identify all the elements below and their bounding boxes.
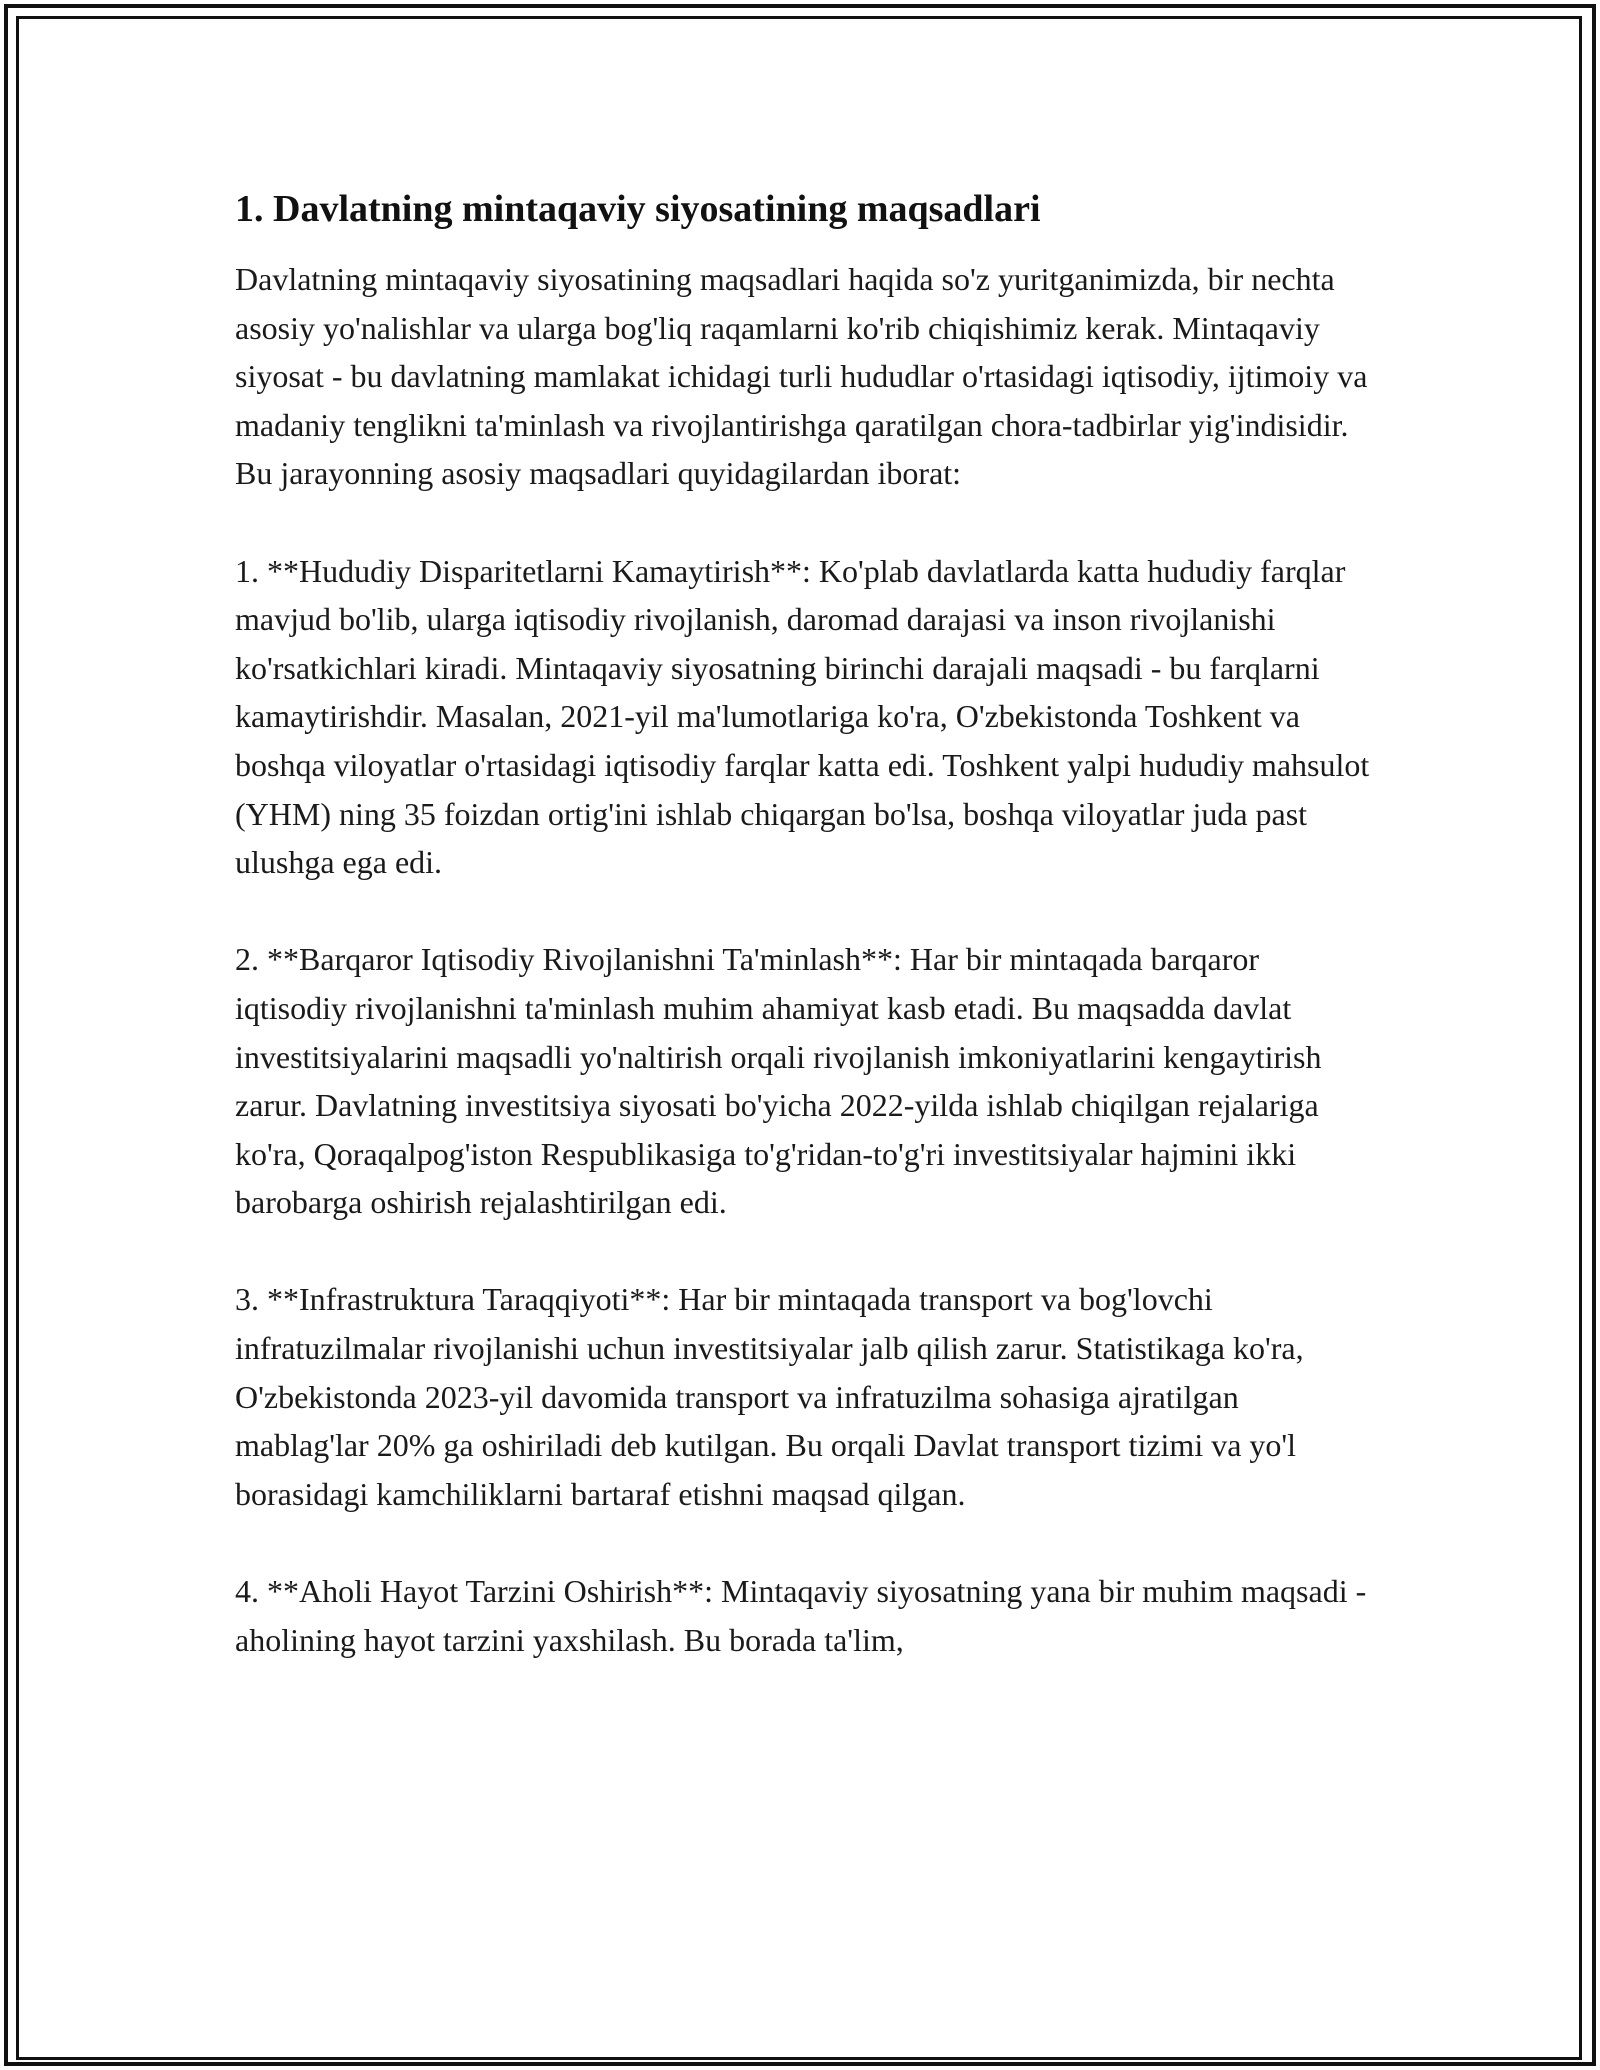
section-heading: 1. Davlatning mintaqaviy siyosatining maqsadlari xyxy=(235,188,1041,230)
paragraph-item-2: 2. **Barqaror Iqtisodiy Rivojlanishni Ta'minlash**: Har bir mintaqada barqaror iqtisodiy rivojlanishni ta'minlash muhim ahamiyat kasb etadi. Bu maqsadda davlat investitsiyalarini maqsadli yo'naltirish orqali rivojlanish imkoniyatlarini kengaytirish zarur. Davlatning investitsiya siyosati bo'yicha 2022-yilda ishlab chiqilgan rejalariga ko'ra, Qoraqalpog'iston Respublikasiga to'g'ridan-to'g'ri investitsiyalar hajmini ikki barobarga oshirish rejalashtirilgan edi. xyxy=(235,941,1322,1221)
paragraph-item-3: 3. **Infrastruktura Taraqqiyoti**: Har bir mintaqada transport va bog'lovchi infratuzilmalar rivojlanishi uchun investitsiyalar jalb qilish zarur. Statistikaga ko'ra, O'zbekistonda 2023-yil davomida transport va infratuzilma sohasiga ajratilgan mablag'lar 20% ga oshiriladi deb kutilgan. Bu orqali Davlat transport tizimi va yo'l borasidagi kamchiliklarni bartaraf etishni maqsad qilgan. xyxy=(235,1281,1304,1512)
paragraph-item-1: 1. **Hududiy Disparitetlarni Kamaytirish**: Ko'plab davlatlarda katta hududiy farqlar mavjud bo'lib, ularga iqtisodiy rivojlanish, daromad darajasi va inson rivojlanishi ko'rsatkichlari kiradi. Mintaqaviy siyosatning birinchi darajali maqsadi - bu farqlarni kamaytirishdir. Masalan, 2021-yil ma'lumotlariga ko'ra, O'zbekistonda Toshkent va boshqa viloyatlar o'rtasidagi iqtisodiy farqlar katta edi. Toshkent yalpi hududiy mahsulot (YHM) ning 35 foizdan ortig'ini ishlab chiqargan bo'lsa, boshqa viloyatlar juda past ulushga ega edi. xyxy=(235,552,1370,881)
intro-paragraph: Davlatning mintaqaviy siyosatining maqsadlari haqida so'z yuritganimizda, bir nechta asosiy yo'nalishlar va ularga bog'liq raqamlarni ko'rib chiqishimiz kerak. Mintaqaviy siyosat - bu davlatning mamlakat ichidagi turli hududlar o'rtasidagi iqtisodiy, ijtimoiy va madaniy tenglikni ta'minlash va rivojlantirishga qaratilgan chora-tadbirlar yig'indisidir. Bu jarayonning asosiy maqsadlari quyidagilardan iborat: xyxy=(235,261,1368,492)
document-body xyxy=(235,185,1370,1664)
paragraph-item-4: 4. **Aholi Hayot Tarzini Oshirish**: Mintaqaviy siyosatning yana bir muhim maqsadi - aholining hayot tarzini yaxshilash. Bu borada ta'lim, xyxy=(235,1573,1367,1658)
